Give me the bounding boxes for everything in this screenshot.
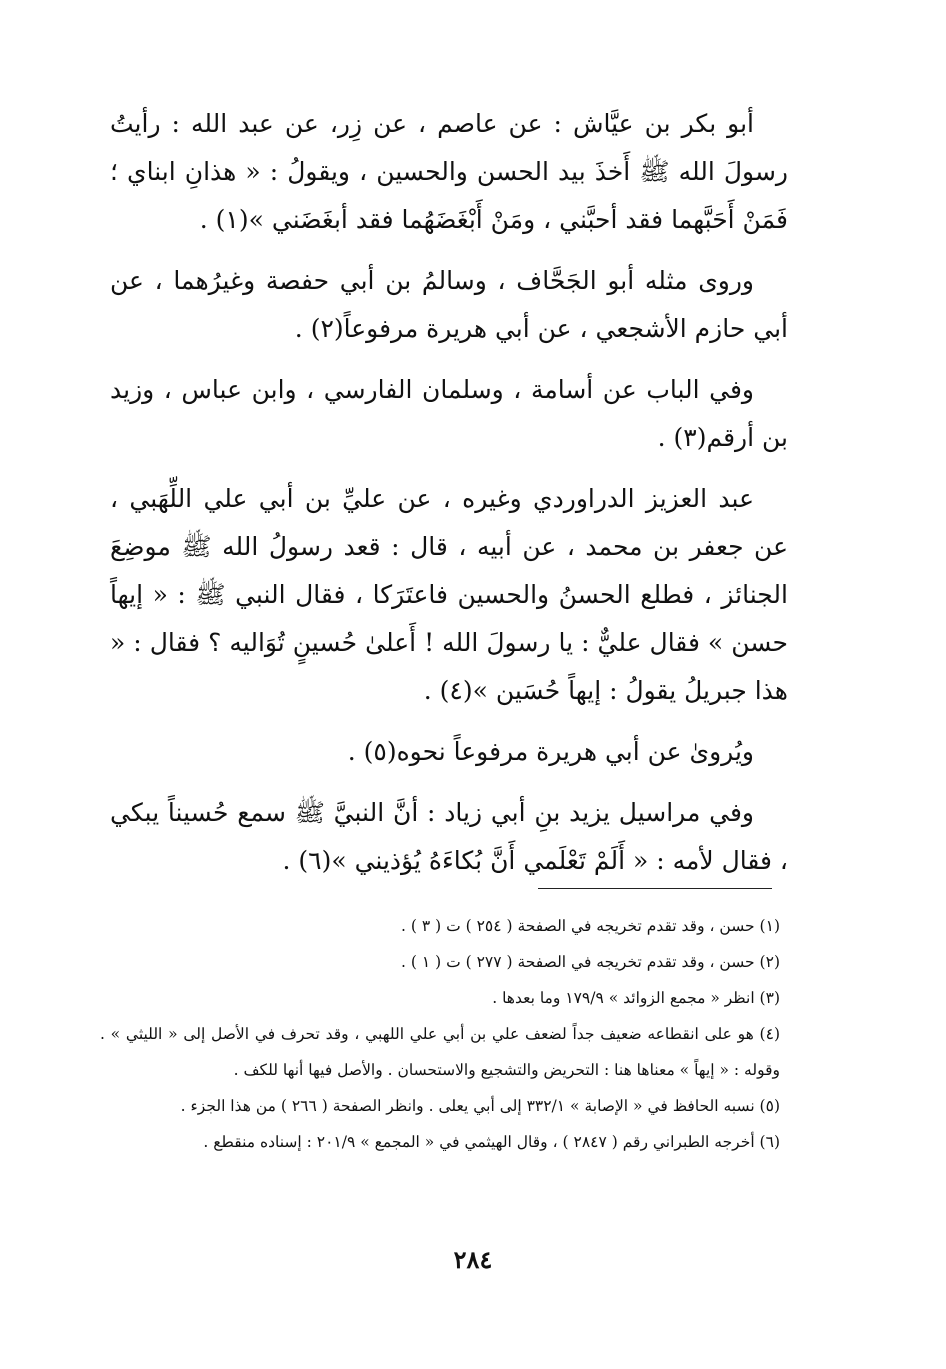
footnote-6: (٦) أخرجه الطبراني رقم ( ٢٨٤٧ ) ، وقال الهيثمي في « المجمع » ٢٠١/٩ : إسناده منقطع . xyxy=(203,1133,780,1151)
paragraph-1: أبو بكر بن عيَّاش : عن عاصم ، عن زِر، عن عبد الله : رأيتُ رسولَ الله ﷺ أَخذَ بيد الحسن والحسين ، ويقولُ : « هذانِ ابناي ؛ فَمَنْ أَحَبَّهما فقد أحبَّني ، ومَنْ أَبْغَضَهُما فقد أبغَضَني »(١) . xyxy=(110,109,788,234)
page-number: ٢٨٤ xyxy=(453,1245,493,1274)
paragraph-6: وفي مراسيل يزيد بنِ أبي زياد : أنَّ النبيَّ ﷺ سمع حُسيناً يبكي ، فقال لأمه : « أَلَمْ تَعْلَمي أَنَّ بُكاءَهُ يُؤذيني »(٦) . xyxy=(110,798,788,875)
footnote-2: (٢) حسن ، وقد تقدم تخريجه في الصفحة ( ٢٧٧ ) ت ( ١ ) . xyxy=(401,953,780,971)
paragraph-3: وفي الباب عن أسامة ، وسلمان الفارسي ، وابن عباس ، وزيد بن أرقم(٣) . xyxy=(110,375,788,452)
footnote-1: (١) حسن ، وقد تقدم تخريجه في الصفحة ( ٢٥٤ ) ت ( ٣ ) . xyxy=(401,917,780,935)
footnote-separator xyxy=(538,888,772,889)
paragraph-5: ويُروىٰ عن أبي هريرة مرفوعاً نحوه(٥) . xyxy=(347,737,754,766)
paragraph-2: وروى مثله أبو الجَحَّاف ، وسالمُ بن أبي حفصة وغيرُهما ، عن أبي حازم الأشجعي ، عن أبي هريرة مرفوعاً(٢) . xyxy=(110,266,788,343)
footnotes xyxy=(100,908,780,1160)
footnote-5: (٥) نسبه الحافظ في « الإصابة » ٣٣٢/١ إلى أبي يعلى . وانظر الصفحة ( ٢٦٦ ) من هذا الجزء . xyxy=(180,1097,780,1115)
footnote-3: (٣) انظر « مجمع الزوائد » ١٧٩/٩ وما بعدها . xyxy=(492,989,780,1007)
footnote-4: (٤) هو على انقطاعه ضعيف جداً لضعف علي بن أبي علي اللهبي ، وقد تحرف في الأصل إلى « الليثي » . وقوله : « إيهاً » معناها هنا : التحريض والتشجيع والاستحسان . والأصل فيها أنها للكف . xyxy=(100,1025,780,1079)
paragraph-4: عبد العزيز الدراوردي وغيره ، عن عليِّ بن أبي علي اللِّهَبي ، عن جعفر بن محمد ، عن أبيه ، قال : قعد رسولُ الله ﷺ موضِعَ الجنائز ، فطلع الحسنُ والحسين فاعتَرَكا ، فقال النبي ﷺ : « إيهاً حسن » فقال عليٌّ : يا رسولَ الله ! أَعلىٰ حُسينٍ تُوَاليه ؟ فقال : « هذا جبريلُ يقولُ : إيهاً حُسَين »(٤) . xyxy=(110,484,788,705)
main-text xyxy=(110,100,788,898)
